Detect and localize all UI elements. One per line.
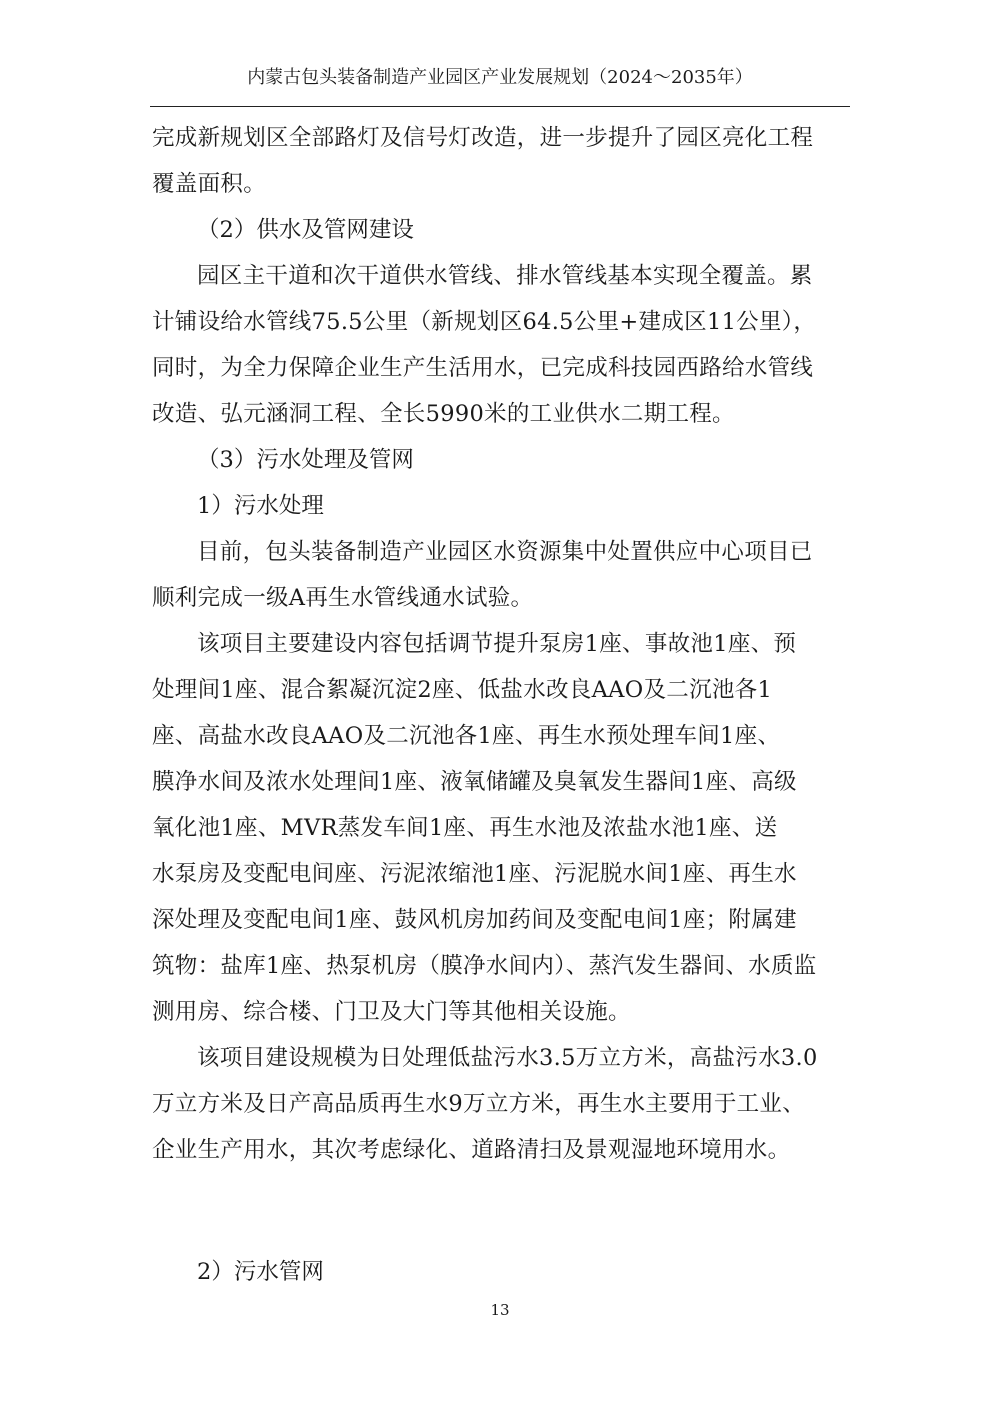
header-divider <box>150 106 850 107</box>
page-number: 13 <box>490 1301 510 1319</box>
heading-sewage-treatment: 1）污水处理 <box>197 493 324 519</box>
text-line: 企业生产用水，其次考虑绿化、道路清扫及景观湿地环境用水。 <box>152 1137 791 1163</box>
text-line: 该项目主要建设内容包括调节提升泵房1座、事故池1座、预 <box>197 631 797 657</box>
heading-sewage-network: 2）污水管网 <box>197 1259 324 1285</box>
paragraph-construction-scale <box>152 1035 852 1173</box>
text-line: 处理间1座、混合絮凝沉淀2座、低盐水改良AAO及二沉池各1 <box>152 677 773 703</box>
text-line: 万立方米及日产高品质再生水9万立方米，再生水主要用于工业、 <box>152 1091 806 1117</box>
text-line: 膜净水间及浓水处理间1座、液氧储罐及臭氧发生器间1座、高级 <box>152 769 797 795</box>
text-line: 深处理及变配电间1座、鼓风机房加药间及变配电间1座；附属建 <box>152 907 797 933</box>
text-line: 目前，包头装备制造产业园区水资源集中处置供应中心项目已 <box>197 539 813 565</box>
heading-water-supply: （2）供水及管网建设 <box>197 217 414 243</box>
text-line: 覆盖面积。 <box>152 171 267 197</box>
text-line: 该项目建设规模为日处理低盐污水3.5万立方米，高盐污水3.0 <box>197 1045 818 1071</box>
text-line: 同时，为全力保障企业生产生活用水，已完成科技园西路给水管线 <box>152 355 814 381</box>
text-line: 完成新规划区全部路灯及信号灯改造，进一步提升了园区亮化工程 <box>152 125 814 151</box>
paragraph-treatment-center <box>152 529 852 621</box>
text-line: 座、高盐水改良AAO及二沉池各1座、再生水预处理车间1座、 <box>152 723 781 749</box>
text-line: 筑物：盐库1座、热泵机房（膜净水间内）、蒸汽发生器间、水质监 <box>152 953 817 979</box>
text-line: 测用房、综合楼、门卫及大门等其他相关设施。 <box>152 999 631 1025</box>
text-line: 氧化池1座、MVR蒸发车间1座、再生水池及浓盐水池1座、送 <box>152 815 778 841</box>
text-line: 改造、弘元涵洞工程、全长5990米的工业供水二期工程。 <box>152 401 735 427</box>
text-line: 计铺设给水管线75.5公里（新规划区64.5公里+建成区11公里）， <box>152 309 817 335</box>
text-line: 水泵房及变配电间座、污泥浓缩池1座、污泥脱水间1座、再生水 <box>152 861 797 887</box>
text-line: 园区主干道和次干道供水管线、排水管线基本实现全覆盖。累 <box>197 263 813 289</box>
text-line: 顺利完成一级A再生水管线通水试验。 <box>152 585 534 611</box>
heading-sewage: （3）污水处理及管网 <box>197 447 414 473</box>
paragraph-lighting <box>152 115 852 207</box>
paragraph-water-supply <box>152 253 852 437</box>
paragraph-construction-content <box>152 621 852 1035</box>
running-header: 内蒙古包头装备制造产业园区产业发展规划（2024～2035年） <box>247 67 753 88</box>
